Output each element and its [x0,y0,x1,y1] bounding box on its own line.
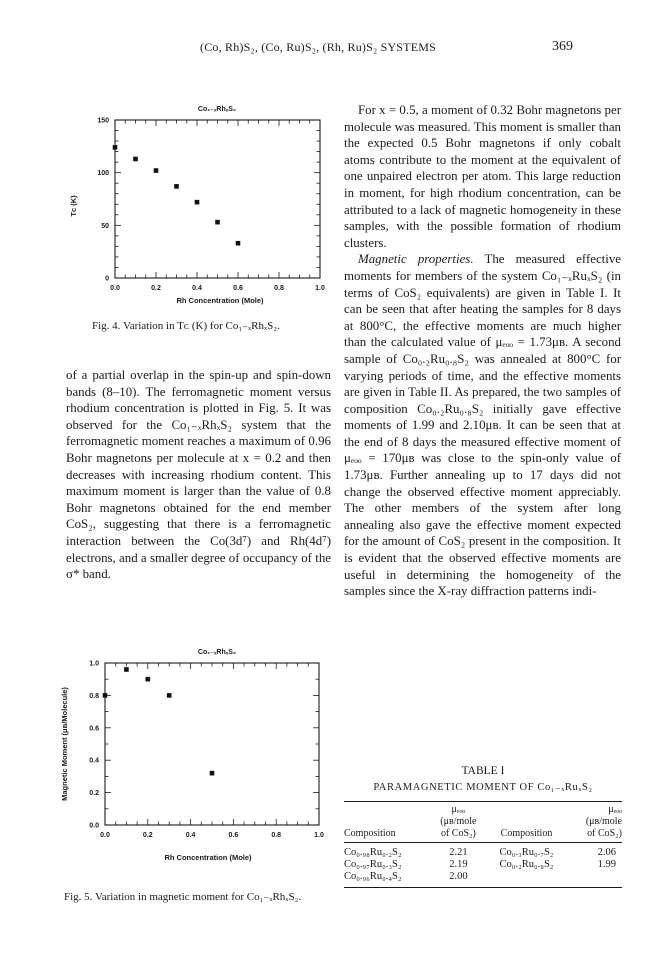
x-tick-label: 0.8 [271,832,282,839]
x-tick-label: 0.8 [274,285,284,292]
data-points [103,667,215,775]
y-tick-label: 0.6 [89,725,99,733]
plot-frame [105,663,319,825]
y-tick-label: 0.2 [89,790,99,798]
table-cell: 2.19 [449,859,468,870]
table-row [344,871,622,888]
chart-title: Co₁₋ₓRhₓS₂ [197,649,237,656]
data-point [133,157,138,162]
y-tick-label: 100 [97,170,109,178]
y-tick-label: 50 [101,222,109,230]
x-axis-label: Rh Concentration (Mole) [164,853,252,862]
figure-4-chart [60,96,340,311]
x-tick-label: 0.4 [185,832,196,839]
tick-marks [115,120,320,278]
paragraph: of a partial overlap in the spin-up and spin-down bands (8–10). The ferromagnetic moment versus rhodium concentration is plotted in Fig. 5. It was observed for the Co₁₋ₓRhₓS₂ system that the ferromagnetic moment reaches a maximum of 0.96 Bohr magnetons per molecule at x = 0.2 and then decreases with increasing rhodium content. This maximum moment is larger than the value of 0.8 Bohr magnetons obtained for the end member CoS₂, suggesting that there is a ferromagnetic interaction between the Co(3d⁷) and Rh(4d⁷) electrons, and a smaller degree of occupancy of the σ* band. [66,368,331,582]
table-cell: Co₀.₂Ru₀.₈S₂ [499,859,554,870]
y-tick-label: 0.4 [89,757,99,765]
data-point [215,220,220,225]
table-row [344,859,622,871]
x-tick-label: 1.0 [314,832,324,839]
table-row [344,843,622,860]
x-tick-label: 0.0 [100,832,110,839]
data-point [195,200,200,205]
data-point [210,771,215,776]
table-cell: 2.00 [431,871,486,888]
table-cell: Co₀.₃Ru₀.₇S₂ [499,847,554,858]
table-subtitle: PARAMAGNETIC MOMENT OF Co₁₋ₓRuₓS₂ [373,782,593,793]
tick-marks [105,663,319,825]
column-header: μₑₒₒ (μʙ/mole of CoS₂) [585,804,622,839]
y-tick-label: 0.0 [89,822,99,830]
chart-title: Co₁₋ₓRhₓS₂ [197,106,237,113]
y-tick-label: 0 [105,275,109,283]
y-tick-label: 150 [97,117,109,125]
data-point [113,145,118,150]
x-tick-labels [100,832,324,839]
x-tick-label: 1.0 [315,285,325,292]
table-title: TABLE I [461,765,505,777]
y-tick-label: 0.8 [89,692,99,700]
running-head: (Co, Rh)S₂, (Co, Ru)S₂, (Rh, Ru)S₂ SYSTEMS [200,40,436,54]
data-point [146,677,151,682]
y-tick-labels [97,118,109,283]
figure-4-caption: Fig. 4. Variation in Tᴄ (K) for Co₁₋ₓRhₓS₂. [92,320,280,332]
column-header: μₑₒₒ (μʙ/mole of CoS₂) [440,804,477,839]
x-axis-label: Rh Concentration (Mole) [176,296,264,305]
y-tick-label: 1.0 [89,660,99,668]
page-number: 369 [552,39,573,54]
x-tick-label: 0.6 [233,285,243,292]
y-tick-labels [89,661,99,830]
section-heading: Magnetic properties. [358,252,474,267]
data-point [236,241,241,246]
table-cell: Co₀.₉₈Ru₀.₂S₂ [344,847,402,858]
left-column [66,367,331,583]
data-point [124,667,129,672]
data-point [103,693,108,698]
figure-5-chart [60,636,340,886]
paragraph-text: The measured effective moments for members of the system Co₁₋ₓRuₓS₂ (in terms of CoS₂ equivalents) are given in Table I. It can be seen that after heating the samples for 8 days at 800°C, the effective moments are much higher than the calculated value of μₑₒₒ = 1.73μʙ. A second sample of Co₀.₂Ru₀.₈S₂ was annealed at 800°C for varying periods of time, and the effective moments are given in Table II. As prepared, the two samples of composition Co₀.₂Ru₀.₈S₂ initially gave effective moments of 1.99 and 2.10μʙ. It can be seen that at the end of 8 days the measured effective moment of μₑₒₒ = 170μʙ was close to the spin-only value of 1.73μʙ. Further annealing up to 17 days did not change the observed effective moment appreciably. The other members of the system after long annealing also gave the effective moment expected for the amount of CoS₂ present in the composition. It is evident that the observed effective moments are useful in determining the homogeneity of the samples since the X-ray diffraction patterns indi- [344,252,622,599]
x-tick-label: 0.4 [192,285,202,292]
plot-frame [115,120,320,278]
table-header-row [344,802,622,843]
table-cell [567,871,622,888]
table-cell: 2.21 [449,847,468,858]
x-tick-labels [110,285,325,292]
table-cell: Co₀.₉₆Ru₀.₄S₂ [344,871,431,888]
x-tick-label: 0.0 [110,285,120,292]
table-cell: Co₀.₉₇Ru₀.₃S₂ [344,859,402,870]
x-tick-label: 0.2 [142,832,153,839]
y-axis-label: Magnetic Moment (μʙ/Molecule) [60,687,69,801]
x-tick-label: 0.6 [228,832,239,839]
column-header: Composition [500,828,553,839]
data-point [154,168,159,173]
table-cell [486,871,568,888]
table-cell: 2.06 [597,847,616,858]
y-axis-label: Tᴄ (K) [69,195,78,217]
column-header: Composition [344,828,396,839]
paragraph: For x = 0.5, a moment of 0.32 Bohr magnetons per molecule was measured. This moment is smaller than the expected 0.5 Bohr magnetons if only cobalt atoms contribute to the moment at the equivalent of one unpaired electron per atom. This large reduction in moment, for high rhodium concentration, can be attributed to a lack of magnetic homogeneity in these samples, with the possible formation of rhodium clusters. [344,103,621,250]
table-cell: 1.99 [597,859,616,870]
right-column [344,102,621,600]
data-points [113,145,241,245]
paragraph [344,251,621,599]
x-tick-label: 0.2 [151,285,161,292]
figure-5-caption: Fig. 5. Variation in magnetic moment for Co₁₋ₓRhₓS₂. [64,891,302,903]
table-1 [344,765,622,888]
data-point [167,693,172,698]
data-point [174,184,179,189]
data-table [344,801,622,888]
